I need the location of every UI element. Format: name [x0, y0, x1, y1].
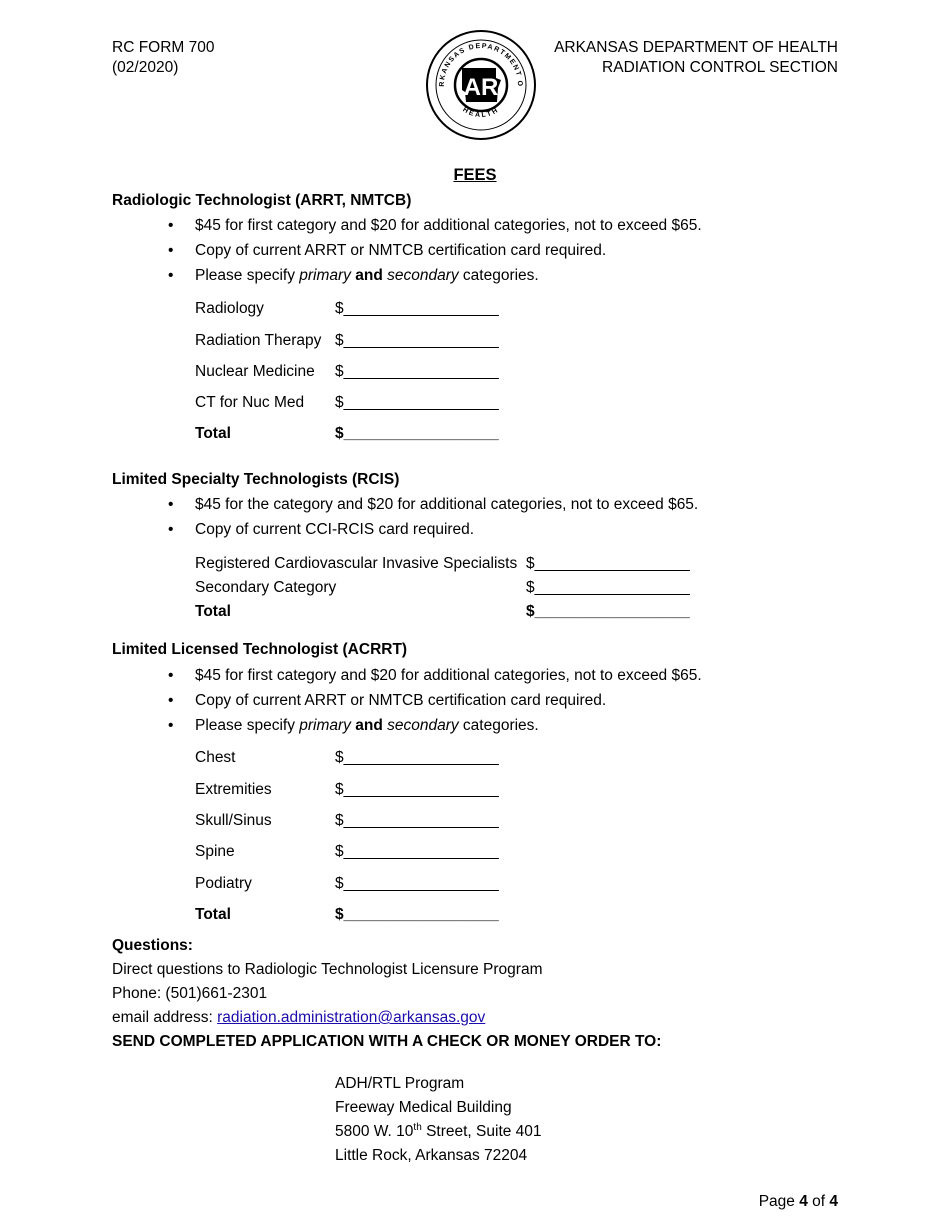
- fee-input-extremities[interactable]: $__________________: [335, 781, 499, 798]
- fee-input-ct-nuc-med[interactable]: $__________________: [335, 394, 499, 411]
- field-label-extremities: Extremities: [195, 781, 272, 798]
- seal-icon: [424, 28, 538, 142]
- fee-input-total-rt[interactable]: $__________________: [335, 425, 499, 442]
- field-label-spine: Spine: [195, 843, 235, 860]
- svg-text:HEALTH: [461, 106, 500, 119]
- fee-input-skull-sinus[interactable]: $__________________: [335, 812, 499, 829]
- fee-input-radiology[interactable]: $__________________: [335, 300, 499, 317]
- fee-input-total-acrrt[interactable]: $__________________: [335, 906, 499, 923]
- seal-monogram: AR: [463, 74, 499, 101]
- bullet-item: • $45 for the category and $20 for additional categories, not to exceed $65.: [168, 496, 699, 513]
- bullet-item: • Copy of current CCI-RCIS card required.: [168, 521, 475, 538]
- form-number: RC FORM 700: [112, 39, 215, 56]
- seal-text-bottom: HEALTH: [461, 106, 501, 120]
- page-number: Page 4 of 4: [758, 1193, 838, 1210]
- fee-input-total-rcis[interactable]: $__________________: [526, 603, 690, 620]
- fee-input-rcis[interactable]: $__________________: [526, 555, 690, 572]
- form-date: (02/2020): [112, 59, 179, 76]
- field-label-rcis: Registered Cardiovascular Invasive Specialists: [195, 555, 518, 572]
- section-heading-rt: Radiologic Technologist (ARRT, NMTCB): [112, 192, 412, 209]
- fee-input-secondary-category[interactable]: $__________________: [526, 579, 690, 596]
- questions-text: Direct questions to Radiologic Technologist Licensure Program: [112, 961, 543, 978]
- fee-input-spine[interactable]: $__________________: [335, 843, 499, 860]
- field-label-chest: Chest: [195, 749, 236, 766]
- field-label-secondary-category: Secondary Category: [195, 579, 337, 596]
- fee-input-nuclear-medicine[interactable]: $__________________: [335, 363, 499, 380]
- field-label-radiology: Radiology: [195, 300, 264, 317]
- field-label-total: Total: [195, 425, 231, 442]
- send-instructions: SEND COMPLETED APPLICATION WITH A CHECK OR MONEY ORDER TO:: [112, 1033, 662, 1050]
- field-label-podiatry: Podiatry: [195, 875, 252, 892]
- bullet-item: • $45 for first category and $20 for additional categories, not to exceed $65.: [168, 667, 702, 684]
- address-line-4: Little Rock, Arkansas 72204: [335, 1147, 528, 1164]
- section-heading-rcis: Limited Specialty Technologists (RCIS): [112, 471, 400, 488]
- field-label-ct-nuc-med: CT for Nuc Med: [195, 394, 305, 411]
- org-name: ARKANSAS DEPARTMENT OF HEALTH: [554, 39, 838, 56]
- phone-number: Phone: (501)661-2301: [112, 985, 268, 1002]
- bullet-item: • Please specify primary and secondary categories.: [168, 717, 539, 734]
- fee-input-podiatry[interactable]: $__________________: [335, 875, 499, 892]
- questions-heading: Questions:: [112, 937, 193, 954]
- section-heading-acrrt: Limited Licensed Technologist (ACRRT): [112, 641, 408, 658]
- department-seal-logo: [424, 28, 538, 142]
- field-label-skull-sinus: Skull/Sinus: [195, 812, 272, 829]
- address-line-1: ADH/RTL Program: [335, 1075, 465, 1092]
- bullet-item: • $45 for first category and $20 for additional categories, not to exceed $65.: [168, 217, 702, 234]
- field-label-radiation-therapy: Radiation Therapy: [195, 332, 322, 349]
- org-block: [554, 38, 838, 78]
- bullet-item: • Please specify primary and secondary categories.: [168, 267, 539, 284]
- address-line-2: Freeway Medical Building: [335, 1099, 512, 1116]
- fee-input-chest[interactable]: $__________________: [335, 749, 499, 766]
- bullet-item: • Copy of current ARRT or NMTCB certification card required.: [168, 242, 607, 259]
- org-section: RADIATION CONTROL SECTION: [602, 59, 838, 76]
- address-line-3: 5800 W. 10th Street, Suite 401: [335, 1122, 542, 1140]
- field-label-nuclear-medicine: Nuclear Medicine: [195, 363, 315, 380]
- field-label-total: Total: [195, 906, 231, 923]
- seal-text-top: RKANSAS DEPARTMENT O: [438, 42, 524, 88]
- fee-input-radiation-therapy[interactable]: $__________________: [335, 332, 499, 349]
- email-link[interactable]: radiation.administration@arkansas.gov: [217, 1009, 486, 1026]
- form-id-block: [112, 38, 215, 78]
- field-label-total: Total: [195, 603, 231, 620]
- email-line: email address: radiation.administration@arkansas.gov: [112, 1009, 486, 1026]
- bullet-item: • Copy of current ARRT or NMTCB certification card required.: [168, 692, 607, 709]
- page-title: FEES: [453, 166, 497, 184]
